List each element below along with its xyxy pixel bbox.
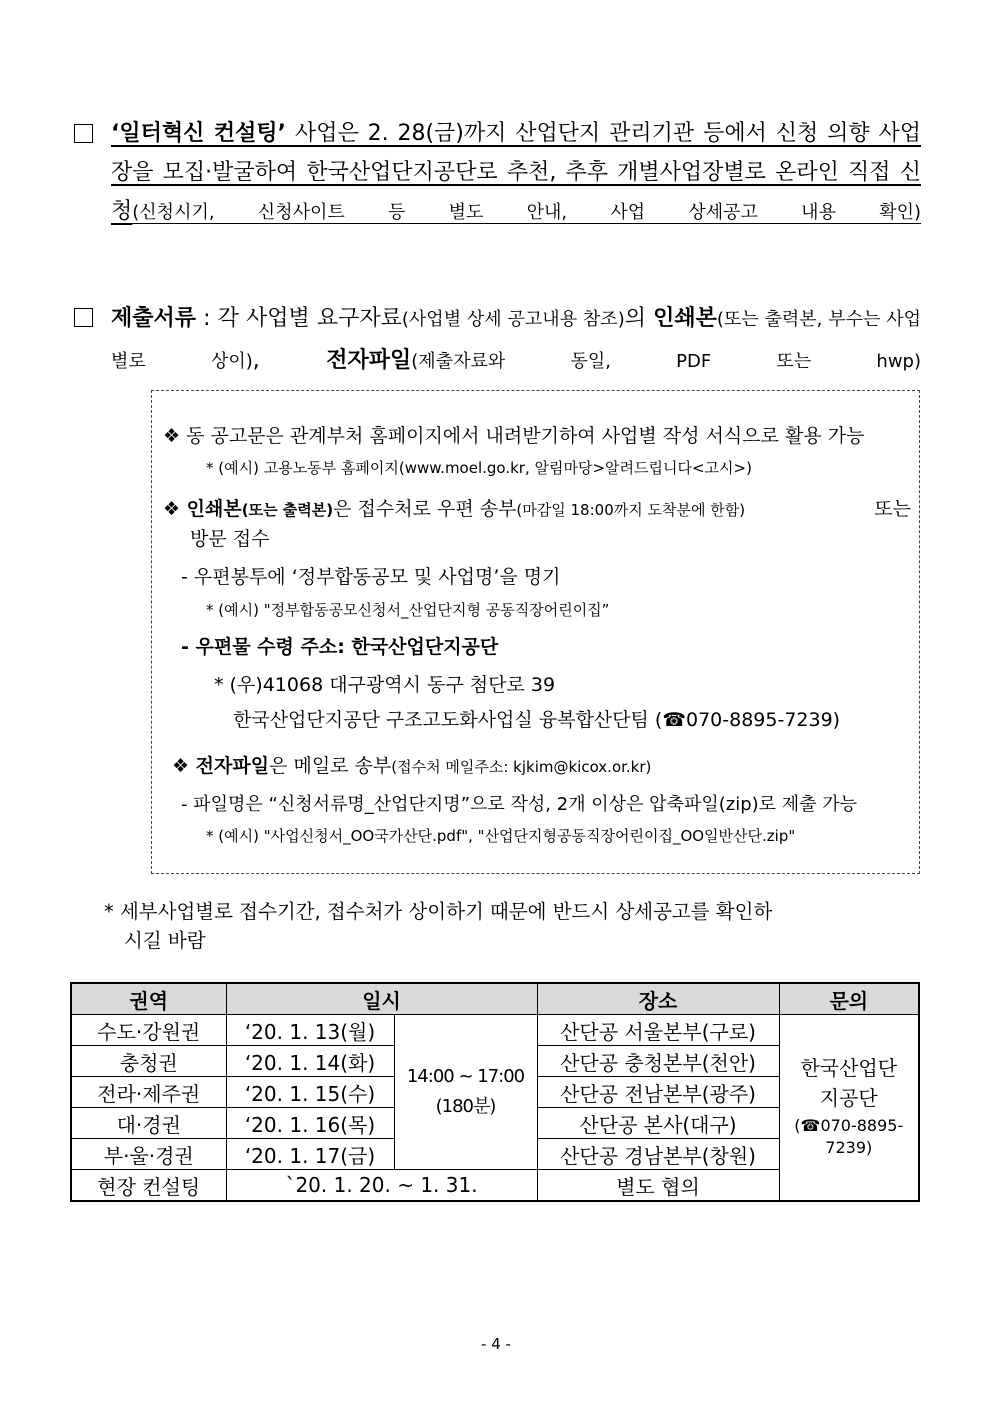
box-item2-line2: 방문 접수 [190,528,270,550]
schedule-table [70,982,920,1202]
box-addr2: 한국산업단지공단 구조고도화사업실 융복합산단팀 (☎070-8895-7239) [233,709,841,731]
header-region: 권역 [71,983,226,1015]
section1-body: 사업은 2. 28(금)까지 산업단지 관리기관 등에서 신청 의향 사업장을 모집·발굴하여 한국산업단지공단로 추천, 추후 개별사업장별로 온라인 직접 신청 [111,121,922,224]
box-sub1: - 우편봉투에 ‘정부합동공모 및 사업명’을 명기 [181,566,561,588]
row-date: ‘20. 1. 15(수) [226,1077,394,1108]
row-region: 대·경권 [71,1108,226,1139]
box-item3-text: 은 메일로 송부 [269,755,392,777]
row-date: ‘20. 1. 13(월) [226,1015,394,1046]
footnote-line1: * 세부사업별로 접수기간, 접수처가 상이하기 때문에 반드시 상세공고를 확인하 [104,900,773,923]
box-item2-tail: 또는 [874,498,911,520]
box-item1: ❖ 동 공고문은 관계부처 홈페이지에서 내려받기하여 사업별 작성 서식으로 활용 가능 [163,425,865,447]
box-item2-small: (마감일 18:00까지 도착분에 한함) [516,501,746,519]
row-date: ‘20. 1. 14(화) [226,1046,394,1077]
box-sub1-note: * (예시) "정부합동공모신청서_산업단지형 공동직장어린이집” [206,601,610,619]
section2-of-text: 의 [624,306,654,331]
row-region: 수도·강원권 [71,1015,226,1046]
section2-paragraph [111,298,921,382]
row-place: 산단공 본사(대구) [537,1108,779,1139]
box-item3-bold: ❖ 전자파일 [172,755,270,777]
page-number: - 4 - [481,1335,511,1353]
box-sub2: - 우편물 수령 주소: 한국산업단지공단 [181,636,499,658]
table-header-row [71,983,919,1015]
time-cell [394,1015,537,1170]
contact-org: 한국산업단지공단 [800,1056,898,1110]
contact-cell [779,1015,919,1202]
contact-phone: (☎070-8895-7239) [794,1116,904,1157]
section2-title: 제출서류 [111,306,197,331]
table-row [71,1015,919,1046]
header-place: 장소 [537,983,779,1015]
time-range: 14:00 ~ 17:00 [406,1066,525,1087]
section2-checkbox-icon [74,308,93,327]
box-addr1: * (우)41068 대구광역시 동구 첨단로 39 [214,674,556,696]
row-place: 산단공 경남본부(창원) [537,1139,779,1170]
section1-paragraph [111,114,921,232]
row-place: 산단공 전남본부(광주) [537,1077,779,1108]
header-date: 일시 [226,983,537,1015]
section2-print-note: (또는 출력본, 부수는 사업별로 상이) [111,309,921,372]
section2-print-label: 인쇄본 [653,306,717,331]
row-date: ‘20. 1. 17(금) [226,1139,394,1170]
row-region: 전라·제주권 [71,1077,226,1108]
section2-ref-note: (사업별 상세 공고내용 참조) [401,309,625,330]
section1-title: ‘일터혁신 컨설팅’ [111,121,287,146]
box-sub3-note: * (예시) "사업신청서_OO국가산단.pdf", "산업단지형공동직장어린이집_OO일반산단.zip" [206,827,796,845]
field-place: 별도 협의 [537,1170,779,1202]
section1-checkbox-icon [74,124,93,143]
section2-efile-label: 전자파일 [326,348,412,373]
row-place: 산단공 충청본부(천안) [537,1046,779,1077]
box-item2-bold: ❖ 인쇄본 [163,498,242,520]
time-duration: (180분) [435,1096,496,1117]
footnote-line2: 시길 바람 [124,929,206,952]
row-region: 부·울·경권 [71,1139,226,1170]
header-contact: 문의 [779,983,919,1015]
field-date: `20. 1. 20. ~ 1. 31. [226,1170,537,1202]
row-region: 충청권 [71,1046,226,1077]
row-place: 산단공 서울본부(구로) [537,1015,779,1046]
box-item2-text: 은 접수처로 우편 송부 [333,498,517,520]
box-item2-bold-small: (또는 출력본) [241,501,334,519]
section2-colon-text: : 각 사업별 요구자료 [196,306,402,331]
box-item2 [163,494,911,521]
field-region: 현장 컨설팅 [71,1170,226,1202]
section2-comma: , [252,348,327,373]
box-sub3: - 파일명은 “신청서류명_산업단지명”으로 작성, 2개 이상은 압축파일(zip)로 제출 가능 [181,794,858,815]
section2-efile-note: (제출자료와 동일, PDF 또는 hwp) [411,351,921,372]
box-item3 [172,751,651,778]
section1-note: (신청시기, 신청사이트 등 별도 안내, 사업 상세공고 내용 확인) [132,202,921,223]
row-date: ‘20. 1. 16(목) [226,1108,394,1139]
box-item3-small: (접수처 메일주소: kjkim@kicox.or.kr) [391,758,652,776]
box-item1-note: * (예시) 고용노동부 홈페이지(www.moel.go.kr, 알림마당>알려드립니다<고시>) [206,459,752,477]
